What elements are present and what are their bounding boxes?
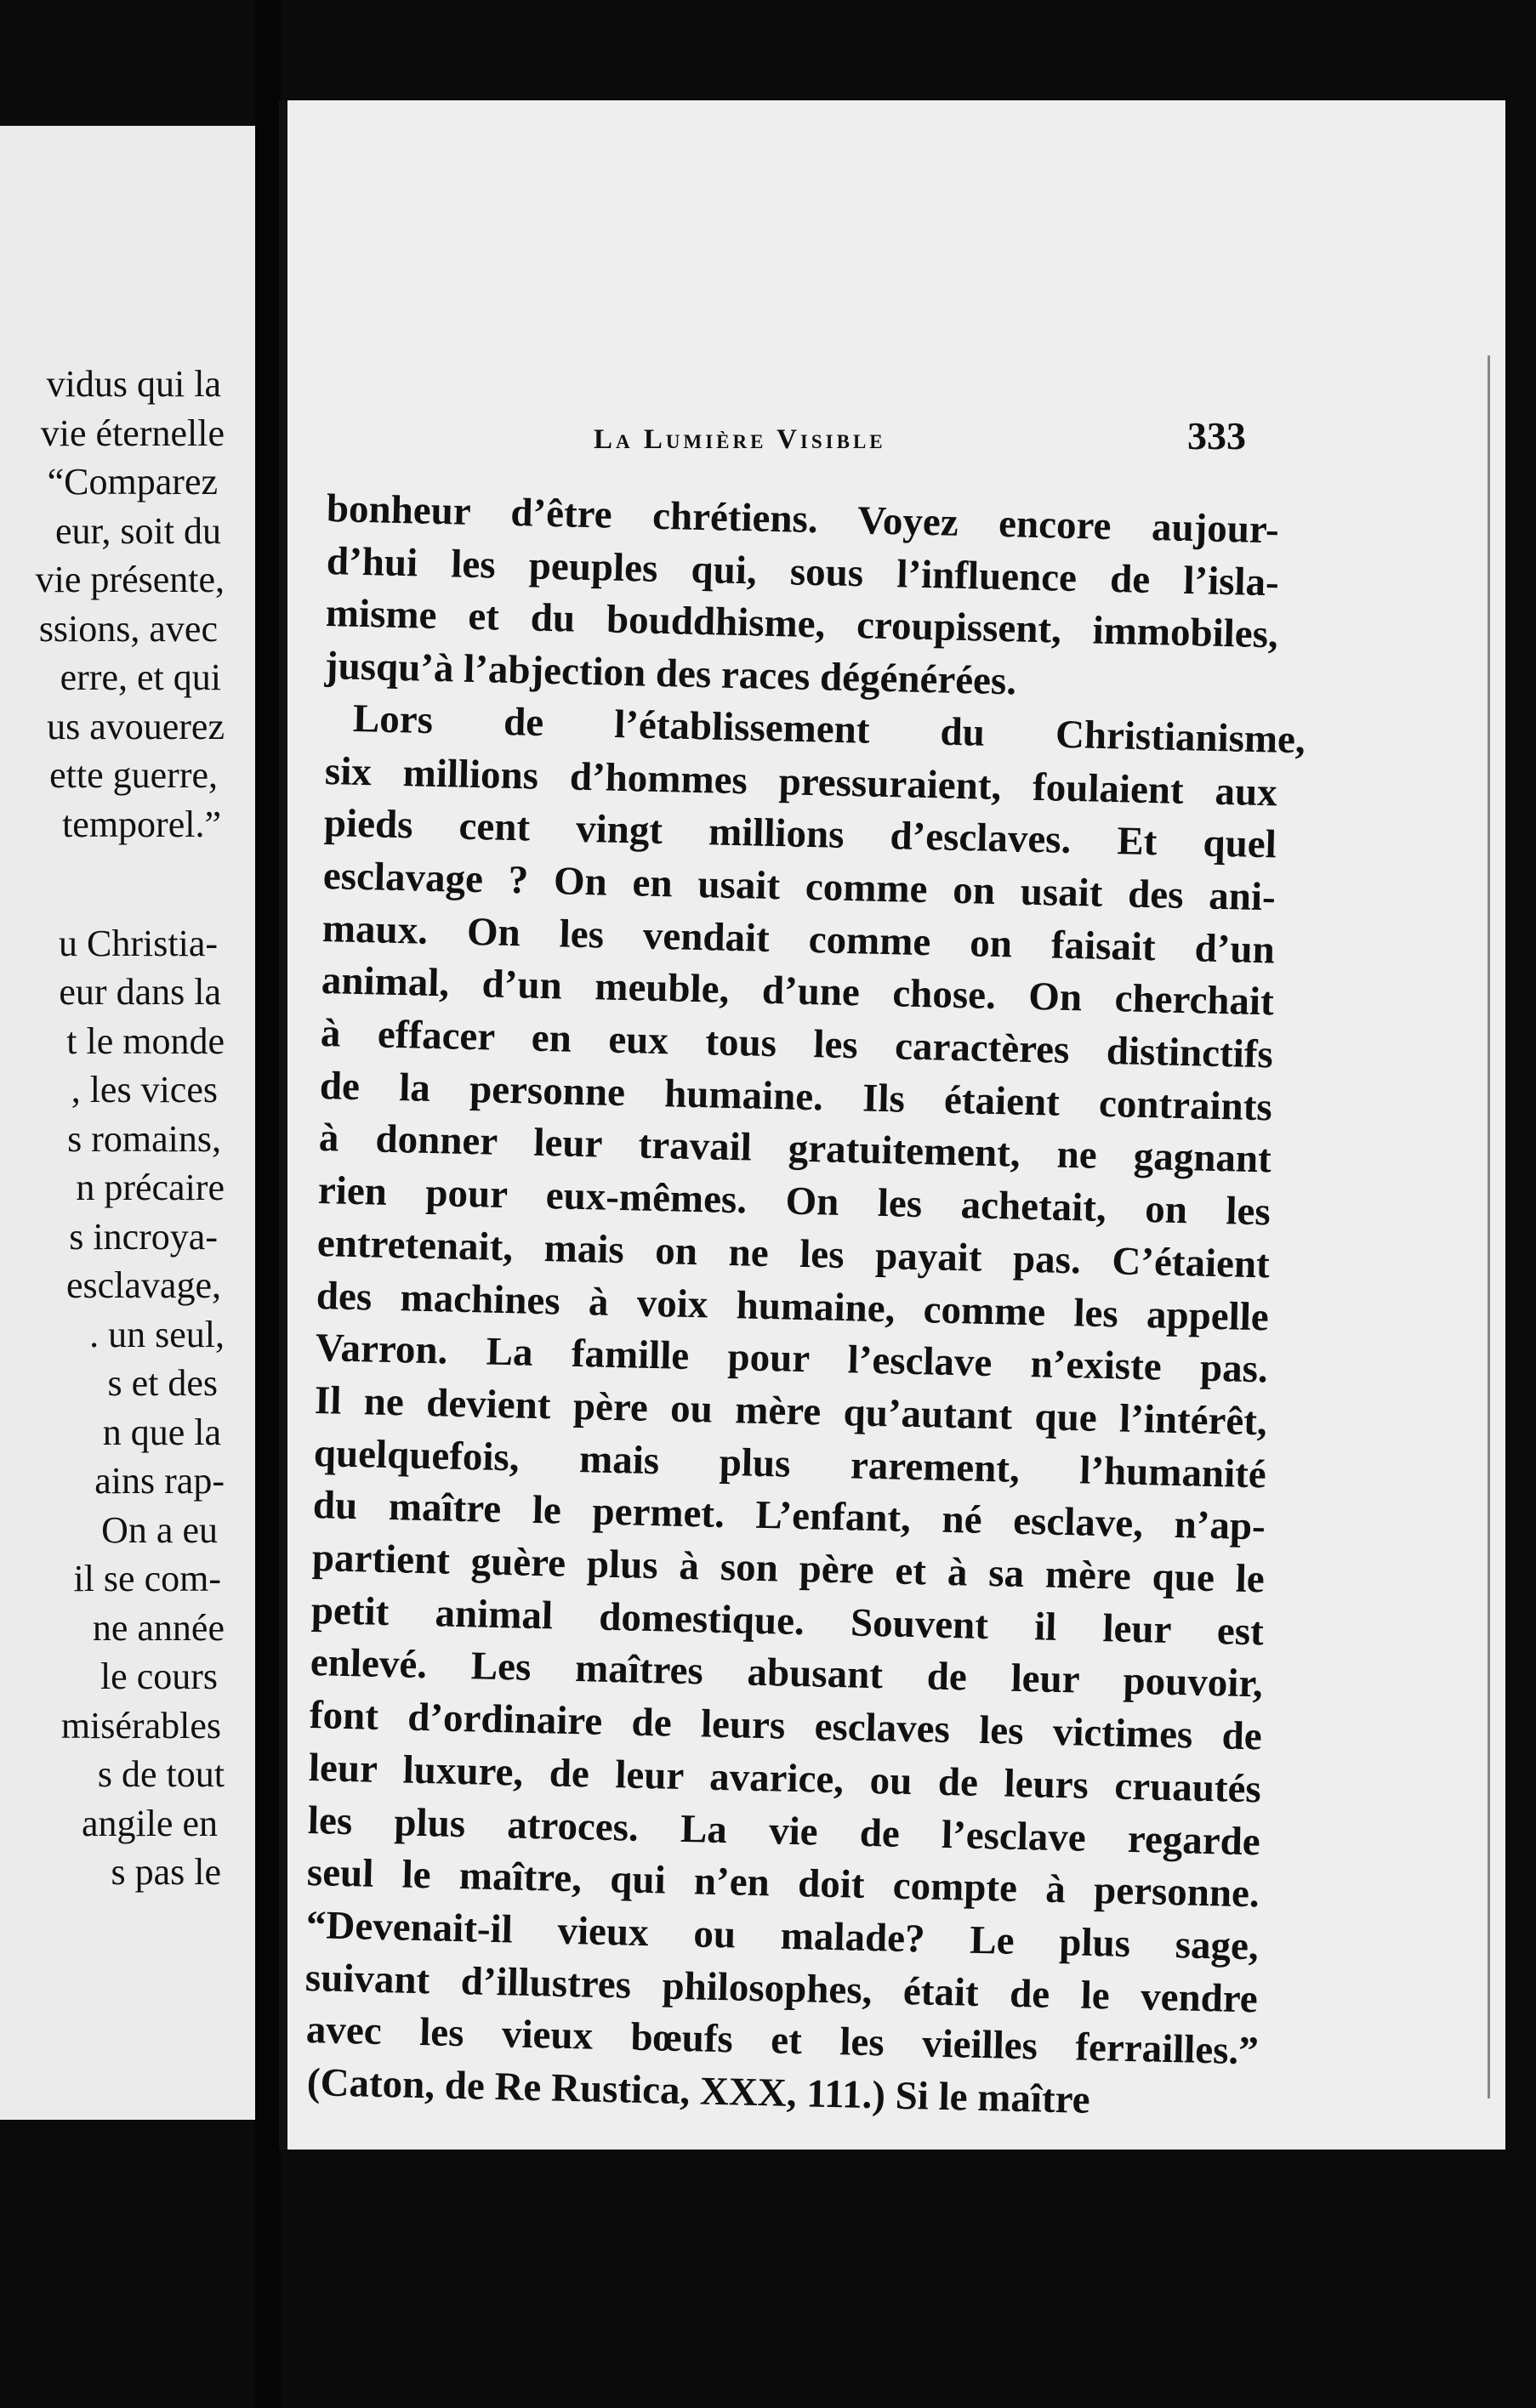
body-text-line: leur luxure, de leur avarice, ou de leurs cruautés xyxy=(308,1745,1262,1812)
left-page-line: ette guerre, xyxy=(49,754,218,796)
left-page-line: s romains, xyxy=(67,1117,221,1160)
right-page xyxy=(279,100,1505,2150)
running-head xyxy=(594,419,1266,462)
body-text-line: pieds cent vingt millions d’esclaves. Et quel xyxy=(323,801,1277,867)
left-page-line: s de tout xyxy=(97,1753,225,1795)
left-page-line: il se com- xyxy=(73,1558,221,1599)
body-text-line: rien pour eux-mêmes. On les achetait, on les xyxy=(317,1168,1271,1235)
body-text-line: entretenait, mais on ne les payait pas. C’étaient xyxy=(316,1220,1271,1287)
left-page-line: eur dans la xyxy=(59,971,221,1013)
body-text-line: animal, d’un meuble, d’une chose. On cherchait xyxy=(321,958,1275,1025)
body-text-line: seul le maître, qui n’en doit compte à personne. xyxy=(306,1850,1260,1917)
body-text-line: à donner leur travail gratuitement, ne gagnant xyxy=(318,1116,1272,1182)
left-page-line: t le monde xyxy=(66,1019,225,1062)
left-page-line: temporel.” xyxy=(62,803,221,845)
left-page-line: n précaire xyxy=(76,1167,225,1208)
left-page-line: esclavage, xyxy=(66,1264,221,1306)
body-text-line: les plus atroces. La vie de l’esclave regarde xyxy=(307,1797,1261,1864)
left-page-line: “Comparez xyxy=(47,461,218,503)
body-text-line: Lors de l’établissement du Christianisme, xyxy=(352,696,1306,763)
left-page-line: angile en xyxy=(81,1802,218,1844)
body-text-line: avec les vieux bœufs et les vieilles ferrailles.” xyxy=(305,2008,1260,2074)
left-page-line: ains rap- xyxy=(94,1460,225,1502)
left-page-line: vidus qui la xyxy=(46,363,221,405)
body-text-line: petit animal domestique. Souvent il leur est xyxy=(310,1587,1265,1655)
body-text-line: quelquefois, mais plus rarement, l’humanité xyxy=(313,1430,1267,1496)
page-number: 333 xyxy=(1187,414,1246,457)
body-text-line: d’hui les peuples qui, sous l’influence de l’isla- xyxy=(326,538,1280,605)
body-text-line: des machines à voix humaine, comme les appelle xyxy=(316,1273,1270,1339)
left-page-line: On a eu xyxy=(101,1508,218,1551)
left-page-line: s incroya- xyxy=(69,1215,218,1258)
left-page-line: s et des xyxy=(107,1362,218,1404)
left-page xyxy=(0,126,260,2120)
body-text-line: partient guère plus à son père et à sa mère que le xyxy=(311,1536,1266,1602)
body-text-line: “Devenait-il vieux ou malade? Le plus sage, xyxy=(305,1902,1260,1969)
running-head-title: La Lumière Visible xyxy=(594,424,886,455)
body-text-line: esclavage ? On en usait comme on usait des ani- xyxy=(322,853,1277,920)
body-text-line: Il ne devient père ou mère qu’autant que l’intérêt, xyxy=(314,1377,1268,1445)
body-text-line: à effacer en eux tous les caractères distinctifs xyxy=(320,1011,1274,1077)
left-page-line: n que la xyxy=(102,1411,221,1453)
left-page-line: ssions, avec xyxy=(38,607,218,650)
book-gutter xyxy=(255,0,281,2408)
body-text-line: bonheur d’être chrétiens. Voyez encore aujour- xyxy=(326,486,1280,553)
body-text-line: six millions d’hommes pressuraient, foulaient aux xyxy=(324,748,1278,815)
left-page-line: eur, soit du xyxy=(55,509,221,552)
left-page-line: s pas le xyxy=(111,1851,221,1893)
body-text-line: du maître le permet. L’enfant, né esclave, n’ap- xyxy=(312,1483,1266,1549)
left-page-line: erre, et qui xyxy=(60,656,221,698)
body-text-line: (Caton, de Re Rustica, XXX, 111.) Si le maître xyxy=(306,2060,1091,2122)
body-text-line: enlevé. Les maîtres abusant de leur pouvoir, xyxy=(310,1640,1264,1707)
left-page-line: vie présente, xyxy=(35,559,225,600)
body-text-line: Varron. La famille pour l’esclave n’existe pas. xyxy=(315,1326,1269,1392)
body-text-line: misme et du bouddhisme, croupissent, immobiles, xyxy=(325,591,1279,657)
left-page-line: . un seul, xyxy=(89,1313,225,1355)
body-text-line: maux. On les vendait comme on faisait d’un xyxy=(321,906,1276,972)
left-page-line: le cours xyxy=(100,1656,218,1697)
left-page-line: u Christia- xyxy=(59,922,218,964)
left-page-line: ne année xyxy=(92,1606,225,1649)
left-page-line: us avouerez xyxy=(47,705,225,747)
left-page-line: misérables xyxy=(60,1704,221,1746)
page-edge-shadow xyxy=(1488,355,1490,2098)
body-text-line: de la personne humaine. Ils étaient contraints xyxy=(319,1063,1273,1130)
left-page-line: vie éternelle xyxy=(40,412,225,454)
body-text-line: font d’ordinaire de leurs esclaves les victimes de xyxy=(309,1693,1263,1759)
body-text-line: jusqu’à l’abjection des races dégénérées. xyxy=(324,644,1017,704)
body-text-line: suivant d’illustres philosophes, était de le vendre xyxy=(304,1955,1259,2021)
left-page-line: , les vices xyxy=(71,1069,218,1110)
